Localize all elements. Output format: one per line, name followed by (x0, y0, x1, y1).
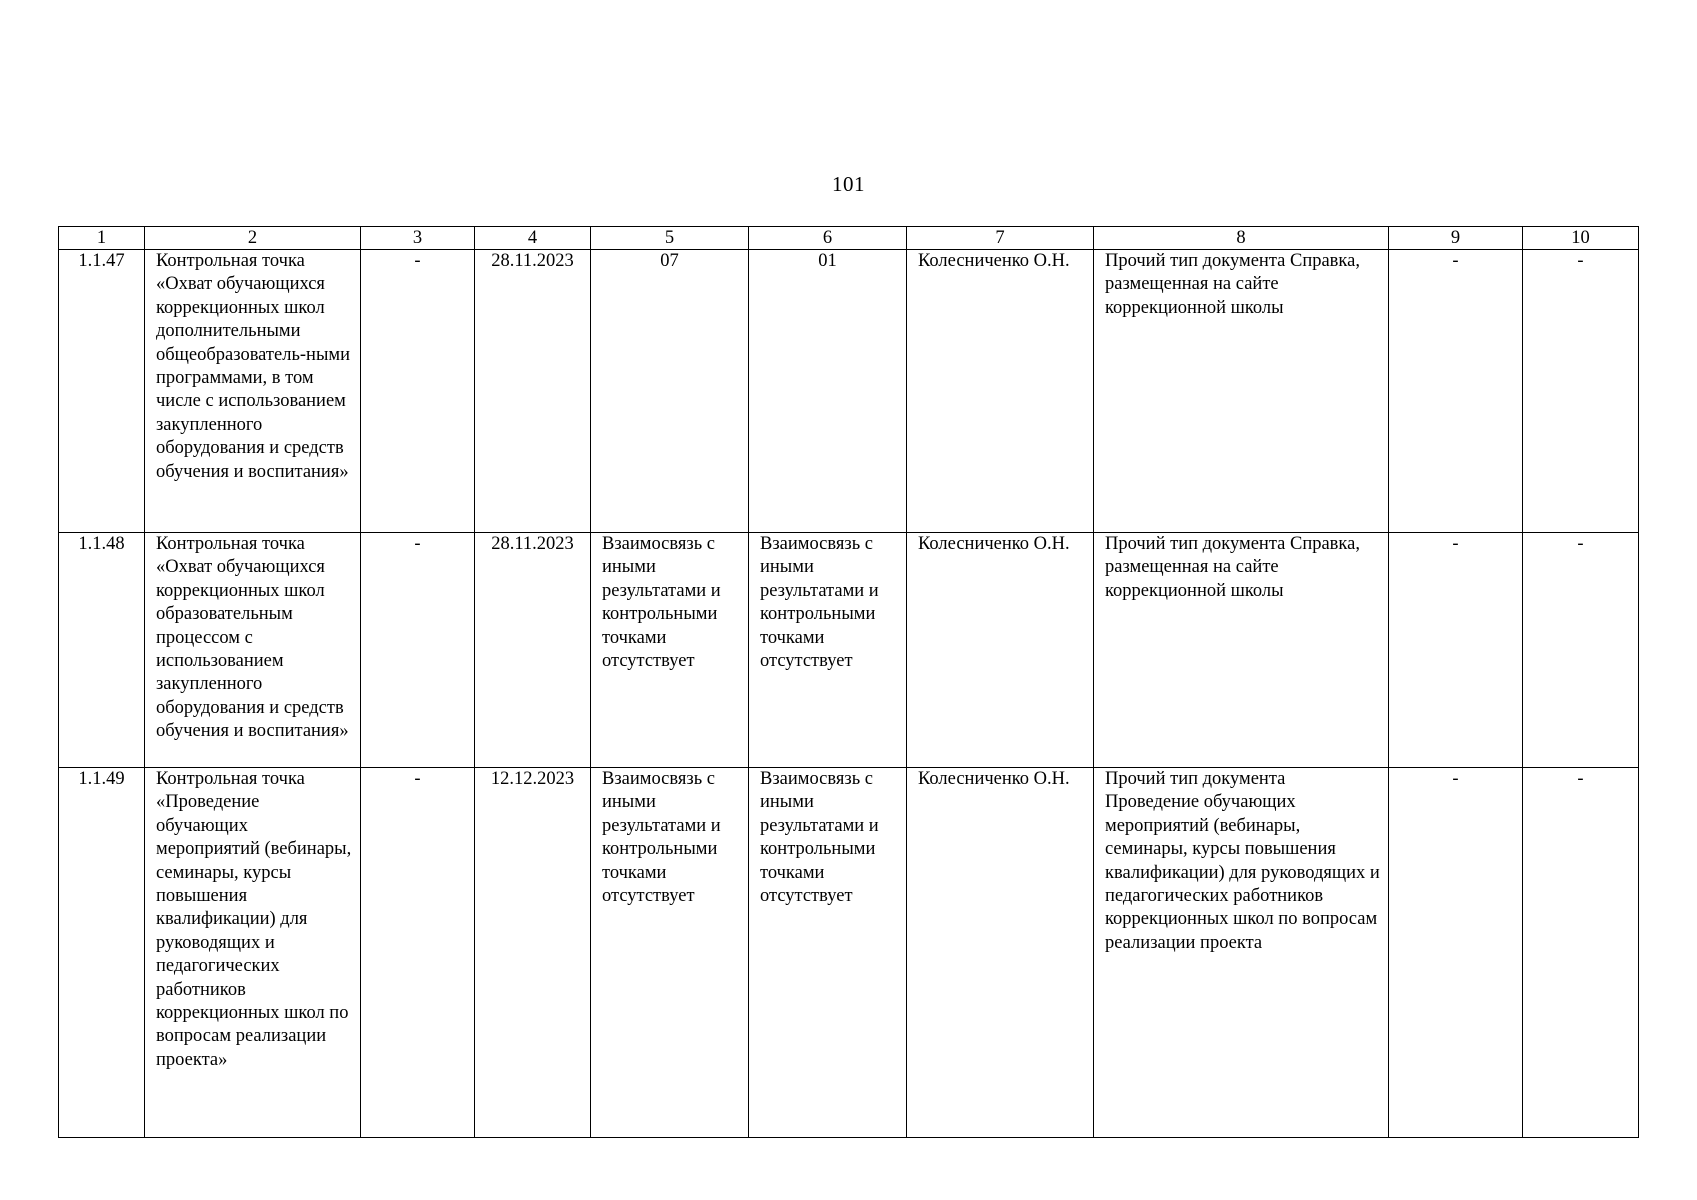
cell-col9: - (1389, 533, 1523, 768)
control-point-name: Контрольная точка «Охват обучающихся коррекционных школ дополнительными общеобразователь-ными программами, в том числе с использованием закупленного оборудования и средств обучения и воспитания» (145, 250, 361, 533)
header-cell: 2 (145, 227, 361, 250)
cell-col9: - (1389, 250, 1523, 533)
header-cell: 8 (1094, 227, 1389, 250)
document-cell: Прочий тип документа Справка, размещенная на сайте коррекционной школы (1094, 533, 1389, 768)
row-number: 1.1.49 (59, 768, 145, 1138)
cell-col6: Взаимосвязь с иными результатами и контрольными точками отсутствует (749, 768, 907, 1138)
header-cell: 5 (591, 227, 749, 250)
document-cell: Прочий тип документа Справка, размещенная на сайте коррекционной школы (1094, 250, 1389, 533)
row-number: 1.1.47 (59, 250, 145, 533)
control-point-name: Контрольная точка «Проведение обучающих мероприятий (вебинары, семинары, курсы повышения квалификации) для руководящих и педагогических работников коррекционных школ по вопросам реализации проекта» (145, 768, 361, 1138)
cell-col5: Взаимосвязь с иными результатами и контрольными точками отсутствует (591, 533, 749, 768)
header-cell: 6 (749, 227, 907, 250)
plan-table (58, 226, 1639, 1138)
header-cell: 7 (907, 227, 1094, 250)
document-cell: Прочий тип документа Проведение обучающих мероприятий (вебинары, семинары, курсы повышения квалификации) для руководящих и педагогических работников коррекционных школ по вопросам реализации проекта (1094, 768, 1389, 1138)
cell-col5: Взаимосвязь с иными результатами и контрольными точками отсутствует (591, 768, 749, 1138)
table-row (59, 533, 1639, 768)
responsible-cell: Колесниченко О.Н. (907, 533, 1094, 768)
cell-col10: - (1523, 768, 1639, 1138)
table-row (59, 250, 1639, 533)
cell-col3: - (361, 533, 475, 768)
cell-col10: - (1523, 250, 1639, 533)
responsible-cell: Колесниченко О.Н. (907, 250, 1094, 533)
cell-col10: - (1523, 533, 1639, 768)
date-cell: 28.11.2023 (475, 250, 591, 533)
responsible-cell: Колесниченко О.Н. (907, 768, 1094, 1138)
header-cell: 4 (475, 227, 591, 250)
header-cell: 9 (1389, 227, 1523, 250)
cell-col3: - (361, 250, 475, 533)
date-cell: 28.11.2023 (475, 533, 591, 768)
row-number: 1.1.48 (59, 533, 145, 768)
header-cell: 3 (361, 227, 475, 250)
cell-col5: 07 (591, 250, 749, 533)
table-row (59, 768, 1639, 1138)
header-cell: 1 (59, 227, 145, 250)
header-cell: 10 (1523, 227, 1639, 250)
control-point-name: Контрольная точка «Охват обучающихся коррекционных школ образовательным процессом с использованием закупленного оборудования и средств обучения и воспитания» (145, 533, 361, 768)
cell-col3: - (361, 768, 475, 1138)
cell-col6: 01 (749, 250, 907, 533)
cell-col6: Взаимосвязь с иными результатами и контрольными точками отсутствует (749, 533, 907, 768)
cell-col9: - (1389, 768, 1523, 1138)
page-number: 101 (832, 172, 865, 196)
header-row (59, 227, 1639, 250)
date-cell: 12.12.2023 (475, 768, 591, 1138)
